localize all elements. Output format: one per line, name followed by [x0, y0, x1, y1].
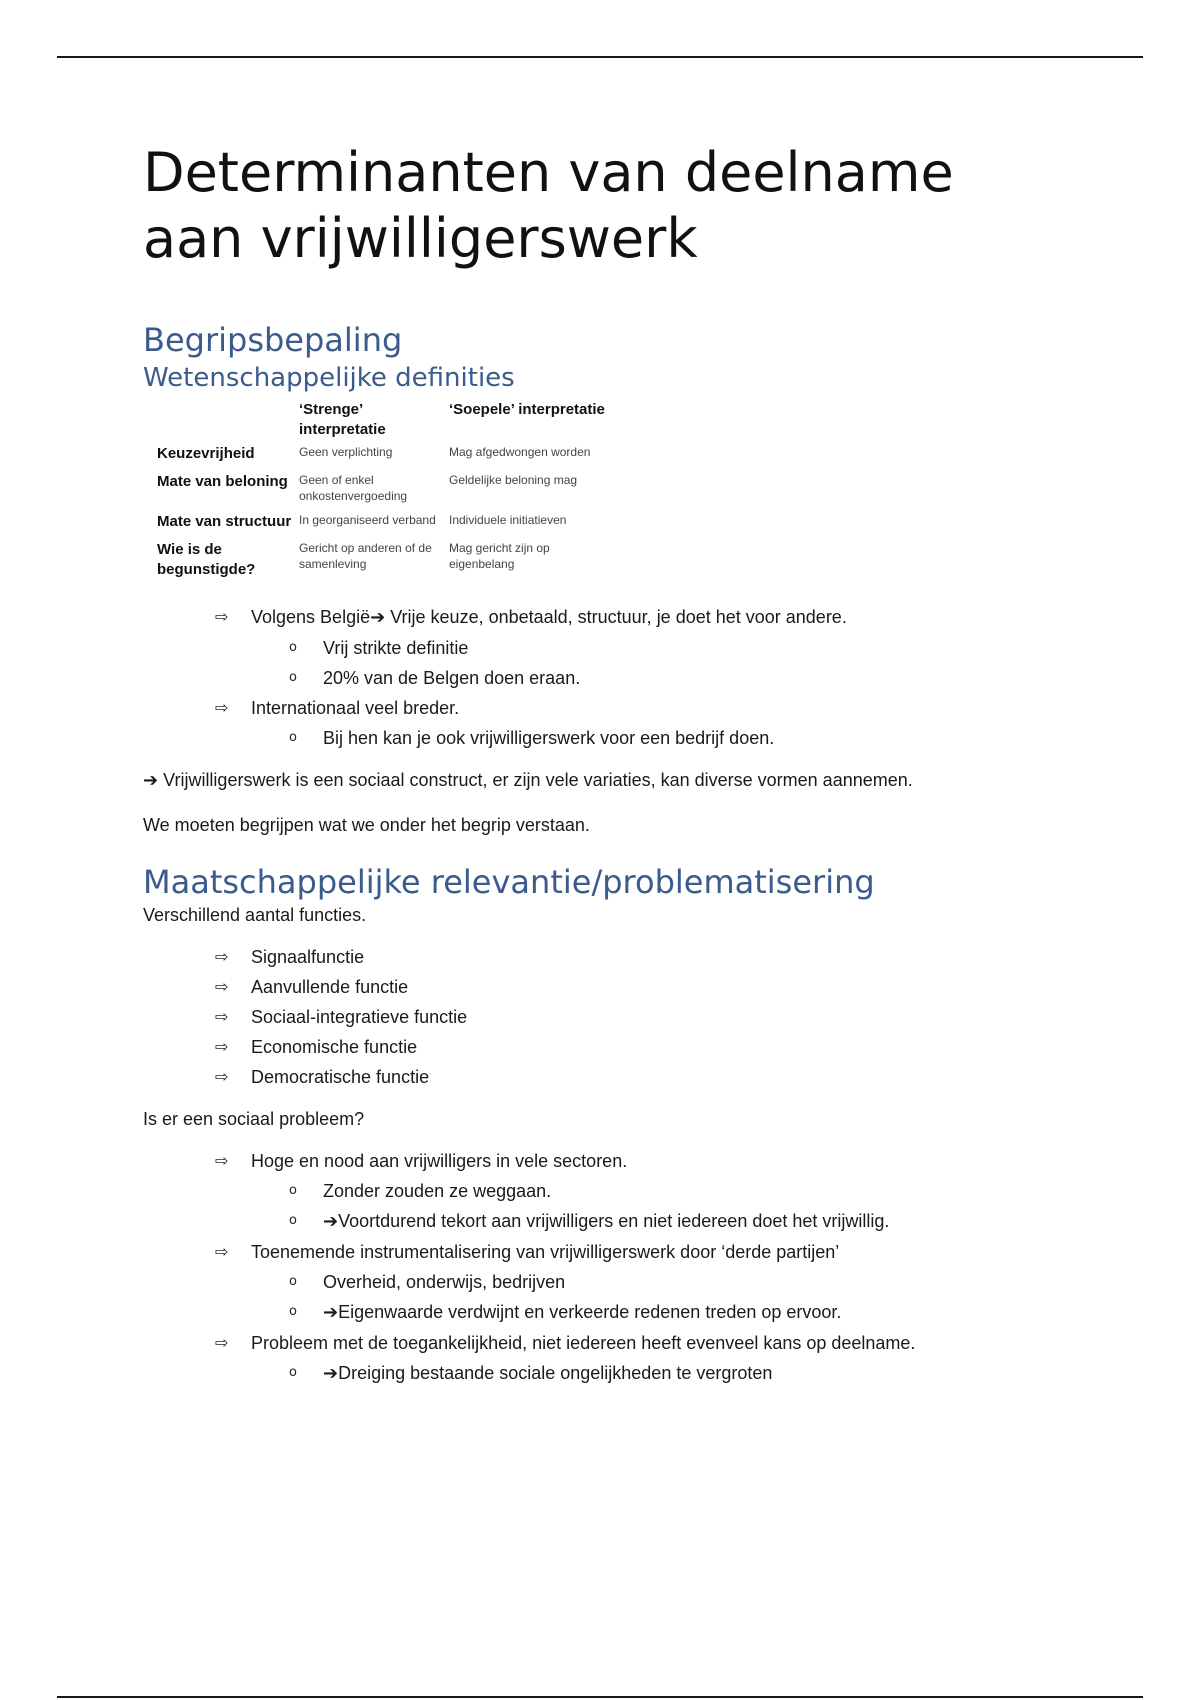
definitions-table: [147, 400, 609, 588]
table-row: [147, 444, 609, 472]
circle-bullet-icon: o: [289, 1183, 297, 1198]
row-label: Mate van beloning: [157, 473, 288, 490]
bullet-text: Voortdurend tekort aan vrijwilligers en niet iedereen doet het vrijwillig.: [338, 1211, 890, 1231]
list-item: [215, 1328, 1073, 1389]
hollow-arrow-icon: ⇨: [215, 1333, 229, 1352]
bullet-text: Toenemende instrumentalisering van vrijwilligerswerk door ‘derde partijen’: [251, 1242, 840, 1262]
circle-bullet-icon: o: [289, 1365, 297, 1380]
title-line-1: Determinanten van deelname: [143, 141, 954, 204]
hollow-arrow-icon: ⇨: [215, 1151, 229, 1170]
list-item: [215, 1032, 1073, 1062]
note-paragraph: We moeten begrijpen wat we onder het begrip verstaan.: [143, 815, 590, 835]
bullet-text: Volgens België: [251, 607, 371, 627]
conclusion-paragraph: [143, 767, 1073, 794]
table-row: [147, 540, 609, 588]
row-label: Mate van structuur: [157, 513, 292, 530]
cell-loose: Mag afgedwongen worden: [449, 445, 591, 459]
bullet-text: Sociaal-integratieve functie: [251, 1007, 468, 1027]
title-line-2: aan vrijwilligerswerk: [143, 207, 698, 270]
list-item: [215, 972, 1073, 1002]
arrow-icon: ➔: [323, 1363, 339, 1384]
list-item: [287, 633, 1073, 663]
question-paragraph: Is er een sociaal probleem?: [143, 1109, 365, 1129]
arrow-icon: ➔: [143, 770, 159, 791]
list-item: [215, 942, 1073, 972]
bullet-text: Aanvullende functie: [251, 977, 409, 997]
intro-paragraph: Verschillend aantal functies.: [143, 905, 367, 925]
hollow-arrow-icon: ⇨: [215, 947, 229, 966]
hollow-arrow-icon: ⇨: [215, 1242, 229, 1261]
hollow-arrow-icon: ⇨: [215, 698, 229, 717]
cell-loose: Mag gericht zijn op eigenbelang: [449, 541, 550, 571]
list-item: [287, 1267, 1073, 1297]
conclusion-text: Vrijwilligerswerk is een sociaal construct, er zijn vele variaties, kan diverse vormen aannemen.: [163, 770, 913, 790]
bullet-text: Democratische functie: [251, 1067, 430, 1087]
list-item: [215, 1062, 1073, 1092]
list-item: [215, 1146, 1073, 1237]
bullet-text: Zonder zouden ze weggaan.: [323, 1181, 552, 1201]
arrow-icon: ➔: [323, 1302, 339, 1323]
cell-strict: Geen verplichting: [299, 445, 393, 459]
bullet-text: Internationaal veel breder.: [251, 698, 460, 718]
function-list: [143, 942, 1073, 1092]
cell-strict: In georganiseerd verband: [299, 513, 436, 527]
list-item: [215, 1002, 1073, 1032]
cell-strict: Gericht op anderen of de samenleving: [299, 541, 432, 571]
bullet-text: Bij hen kan je ook vrijwilligerswerk voor een bedrijf doen.: [323, 728, 775, 748]
list-item: [287, 723, 1073, 753]
circle-bullet-icon: o: [289, 1213, 297, 1228]
bullet-text: Signaalfunctie: [251, 947, 365, 967]
bullet-text: Economische functie: [251, 1037, 418, 1057]
document-title: [143, 140, 1073, 272]
list-item: [215, 602, 1073, 693]
hollow-arrow-icon: ⇨: [215, 607, 229, 626]
section-heading-relevantie: Maatschappelijke relevantie/problematisering: [143, 863, 875, 901]
hollow-arrow-icon: ⇨: [215, 1067, 229, 1086]
header-rule: [57, 56, 1143, 58]
list-item: [215, 1237, 1073, 1328]
bullet-text: Hoge en nood aan vrijwilligers in vele sectoren.: [251, 1151, 628, 1171]
cell-loose: Individuele initiatieven: [449, 513, 567, 527]
circle-bullet-icon: o: [289, 640, 297, 655]
bullet-text: Probleem met de toegankelijkheid, niet iedereen heeft evenveel kans op deelname.: [251, 1333, 916, 1353]
table-header-strict: ‘Strenge’ interpretatie: [299, 401, 386, 438]
circle-bullet-icon: o: [289, 1304, 297, 1319]
row-label: Wie is de begunstigde?: [157, 541, 256, 578]
table-corner: [147, 400, 299, 444]
circle-bullet-icon: o: [289, 1274, 297, 1289]
bullet-text: Dreiging bestaande sociale ongelijkheden te vergroten: [338, 1363, 773, 1383]
circle-bullet-icon: o: [289, 670, 297, 685]
arrow-icon: ➔: [370, 607, 386, 628]
section-heading-begripsbepaling: Begripsbepaling: [143, 321, 403, 359]
bullet-text: Eigenwaarde verdwijnt en verkeerde redenen treden op ervoor.: [338, 1302, 842, 1322]
subheading-definities: Wetenschappelijke definities: [143, 363, 515, 393]
problem-list: [143, 1146, 1073, 1389]
definition-bullets: [143, 602, 1073, 753]
bullet-text: Overheid, onderwijs, bedrijven: [323, 1272, 566, 1292]
table-row: [147, 512, 609, 540]
list-item: [287, 663, 1073, 693]
row-label: Keuzevrijheid: [157, 445, 255, 462]
list-item: [287, 1206, 1073, 1237]
document-body: [143, 140, 1073, 1389]
bullet-text: 20% van de Belgen doen eraan.: [323, 668, 581, 688]
list-item: [287, 1297, 1073, 1328]
list-item: [287, 1358, 1073, 1389]
table-row: [147, 472, 609, 512]
bullet-text-rest: Vrije keuze, onbetaald, structuur, je doet het voor andere.: [390, 607, 847, 627]
hollow-arrow-icon: ⇨: [215, 1007, 229, 1026]
table-header-loose: ‘Soepele’ interpretatie: [449, 401, 605, 418]
cell-loose: Geldelijke beloning mag: [449, 473, 578, 487]
footer-rule: [57, 1696, 1143, 1698]
circle-bullet-icon: o: [289, 730, 297, 745]
list-item: [215, 693, 1073, 753]
cell-strict: Geen of enkel onkostenvergoeding: [299, 473, 408, 503]
hollow-arrow-icon: ⇨: [215, 977, 229, 996]
arrow-icon: ➔: [323, 1211, 339, 1232]
bullet-text: Vrij strikte definitie: [323, 638, 469, 658]
hollow-arrow-icon: ⇨: [215, 1037, 229, 1056]
list-item: [287, 1176, 1073, 1206]
